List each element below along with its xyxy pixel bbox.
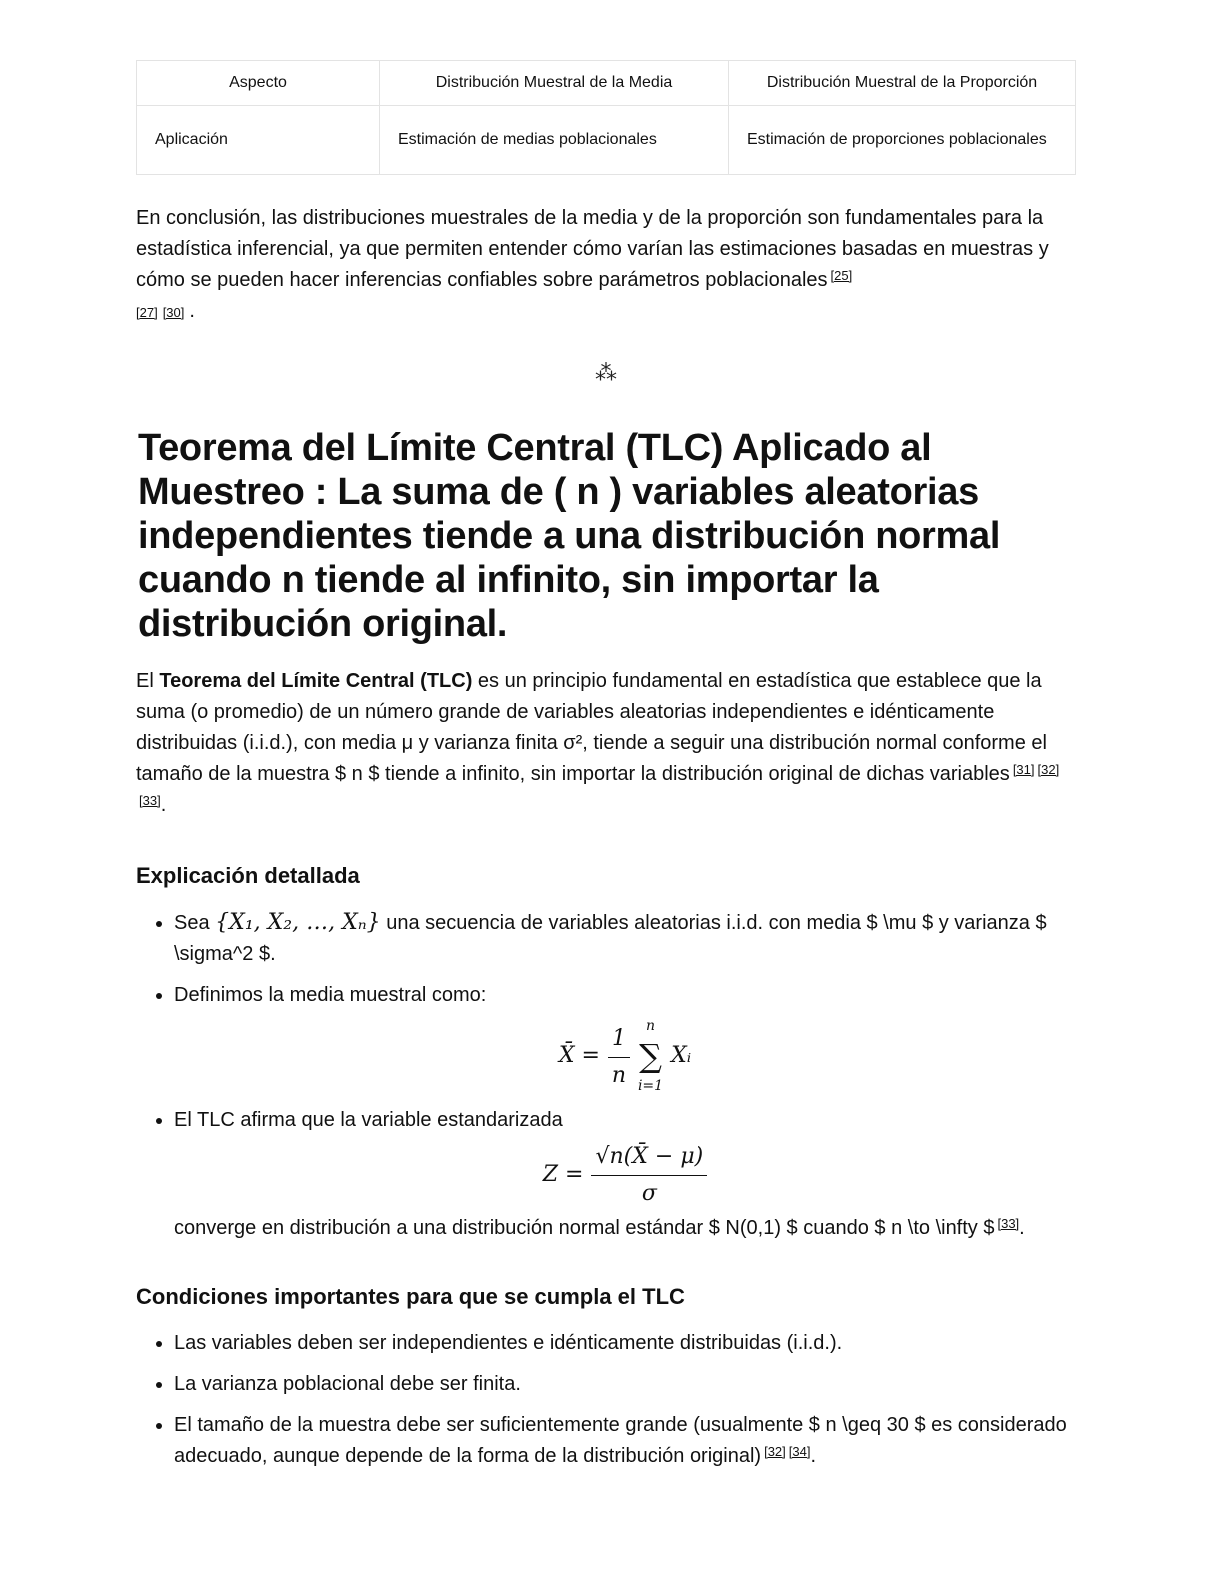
citation-link[interactable]: [33] <box>139 793 161 808</box>
citation-link[interactable]: [33] <box>997 1216 1020 1231</box>
section-heading: Teorema del Límite Central (TLC) Aplicado al Muestreo : La suma de ( n ) variables aleatorias independientes tiende a una distribución normal cuando n tiende al infinito, sin importar la distribución original. <box>138 427 1001 645</box>
conclusion-paragraph <box>136 203 1076 328</box>
numerator: √n(X̄ − μ) <box>591 1140 707 1176</box>
denominator: σ <box>641 1181 657 1206</box>
item-continuation <box>174 1213 1076 1244</box>
sum-upper: n <box>645 1018 656 1034</box>
table-header: Distribución Muestral de la Media <box>380 61 729 106</box>
period: . <box>1019 1217 1025 1239</box>
item-text: • Definimos la media muestral como: <box>174 984 487 1006</box>
sum-lower: i=1 <box>637 1078 664 1094</box>
table-cell: Estimación de medias poblacionales <box>380 106 729 175</box>
item-text: • El TLC afirma que la variable estandarizada <box>174 1109 563 1131</box>
item-text: El tamaño de la muestra debe ser suficientemente grande (usualmente $ n \geq 30 $ es considerado adecuado, aunque depende de la forma de la distribución original) <box>174 1414 1067 1467</box>
table-row <box>137 106 1076 175</box>
citation-link[interactable]: [31] <box>1012 762 1035 777</box>
table-header-row <box>137 61 1076 106</box>
table-header: Distribución Muestral de la Proporción <box>729 61 1076 106</box>
citation-link[interactable]: [32] <box>764 1444 786 1459</box>
formula-lhs: Z = <box>542 1161 584 1187</box>
list-item <box>174 980 1076 1095</box>
citation-link[interactable]: [30] <box>162 305 185 320</box>
list-item: • La varianza poblacional debe ser finita. <box>174 1369 1076 1400</box>
conclusion-text: En conclusión, las distribuciones muestrales de la media y de la proporción son fundamentales para la estadística inferencial, ya que permiten entender cómo varían las estimaciones basadas en muestras y cómo se pueden hacer inferencias confiables sobre parámetros poblacionales <box>136 207 1049 291</box>
subheading-condiciones: Condiciones importantes para que se cumpla el TLC <box>136 1284 685 1309</box>
table-header: Aspecto <box>137 61 380 106</box>
subheading-explicacion: Explicación detallada <box>136 863 360 888</box>
list-item <box>174 1105 1076 1244</box>
table-cell: Estimación de proporciones poblacionales <box>729 106 1076 175</box>
document-content <box>136 60 1076 1482</box>
math-set: {X₁, X₂, …, Xₙ} <box>215 910 381 935</box>
citation-link[interactable]: [25] <box>830 268 853 283</box>
sum-sign: ∑ <box>639 1037 662 1075</box>
numerator: 1 <box>608 1022 630 1058</box>
period: . <box>160 794 167 816</box>
item-text: una secuencia de variables aleatorias i.i.d. con media $ \mu $ y varianza $ \sigma^2 $. <box>174 912 1047 965</box>
item-text: converge en distribución a una distribución normal estándar $ N(0,1) $ cuando $ n \to \infty $ <box>174 1217 995 1239</box>
item-text: Sea <box>174 912 216 934</box>
summation <box>638 1017 663 1095</box>
intro-text: es un principio fundamental en estadística que establece que la suma (o promedio) de un número grande de variables aleatorias independientes e idénticamente distribuidas (i.i.d.), con media μ y varianza finita σ², tiende a seguir una distribución normal conforme el tamaño de la muestra $ n $ tiende a infinito, sin importar la distribución original de dichas variables <box>136 670 1047 785</box>
conditions-list <box>136 1328 1076 1472</box>
citation-link[interactable]: [32] <box>1037 762 1060 777</box>
sample-mean-formula <box>174 1017 1076 1095</box>
denominator: n <box>611 1062 627 1088</box>
explanation-list <box>136 907 1076 1244</box>
citation-link[interactable]: [27] <box>136 305 158 320</box>
intro-bold-term: Teorema del Límite Central (TLC) <box>159 670 473 692</box>
period: . <box>810 1445 817 1467</box>
formula-lhs: X̄ = <box>558 1043 600 1068</box>
comparison-table <box>136 60 1076 175</box>
formula-rhs: Xᵢ <box>671 1043 692 1068</box>
list-item <box>174 1410 1076 1472</box>
table-cell: Aplicación <box>137 106 380 175</box>
period: . <box>189 300 195 322</box>
z-formula <box>174 1140 1076 1209</box>
section-separator: ⁂ <box>595 360 617 385</box>
fraction <box>591 1140 707 1209</box>
intro-paragraph <box>136 666 1076 821</box>
list-item: • Las variables deben ser independientes e idénticamente distribuidas (i.i.d.). <box>174 1328 1076 1359</box>
citation-link[interactable]: [34] <box>788 1444 811 1459</box>
intro-pre: El <box>136 670 160 692</box>
fraction <box>608 1022 630 1091</box>
list-item <box>174 907 1076 970</box>
